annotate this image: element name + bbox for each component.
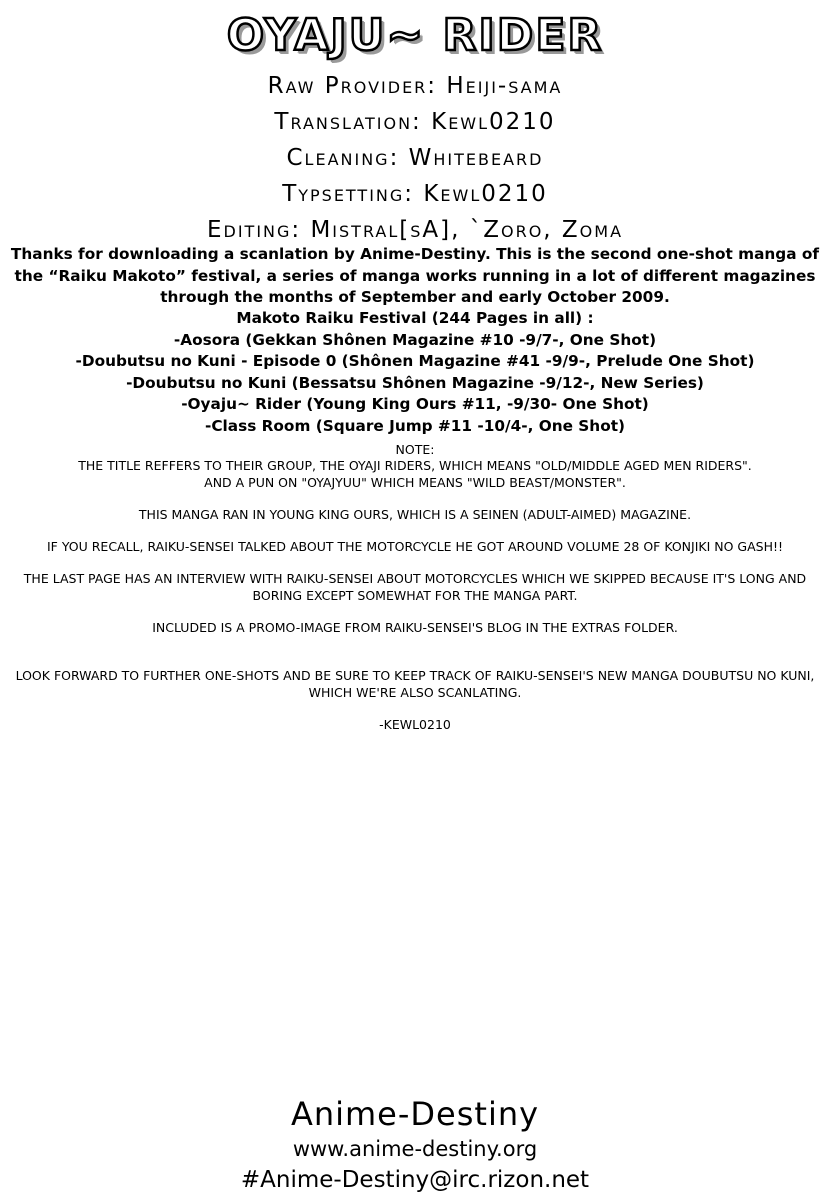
credit-editing: Editing: Mistral[sA], `Zoro, Zoma — [206, 217, 624, 243]
note-signature: -KEWL0210 — [379, 716, 451, 732]
festival-list — [0, 308, 830, 437]
note-look-forward: LOOK FORWARD TO FURTHER ONE-SHOTS AND BE SURE TO KEEP TRACK OF RAIKU-SENSEI'S NEW MANGA DOUBUTSU NO KUNI, WHICH WE'RE ALSO SCANLATING. — [15, 668, 815, 700]
group-website: www.anime-destiny.org — [292, 1137, 538, 1161]
intro-paragraph: Thanks for downloading a scanlation by Anime-Destiny. This is the second one-shot manga of the “Raiku Makoto” festival, a series of manga works running in a lot of different magazines through the months of September and early October 2009. — [10, 245, 820, 306]
credit-cleaning: Cleaning: Whitebeard — [286, 145, 544, 171]
note-title-meaning: THE TITLE REFFERS TO THEIR GROUP, THE OYAJI RIDERS, WHICH MEANS "OLD/MIDDLE AGED MEN RIDERS". — [78, 458, 752, 474]
spacer — [6, 701, 824, 717]
spacer — [6, 555, 824, 571]
festival-item-oyaju-rider: -Oyaju~ Rider (Young King Ours #11, -9/30- One Shot) — [181, 395, 649, 413]
credits-block — [0, 68, 830, 248]
note-promo-image: INCLUDED IS A PROMO-IMAGE FROM RAIKU-SENSEI'S BLOG IN THE EXTRAS FOLDER. — [152, 620, 678, 636]
festival-item-doubutsu-series: -Doubutsu no Kuni (Bessatsu Shônen Magazine -9/12-, New Series) — [126, 373, 704, 392]
credit-raw-provider: Raw Provider: Heiji-sama — [267, 73, 563, 99]
festival-item-doubutsu-episode-0: -Doubutsu no Kuni - Episode 0 (Shônen Magazine #41 -9/9-, Prelude One Shot) — [75, 352, 755, 370]
festival-item-aosora: -Aosora (Gekkan Shônen Magazine #10 -9/7-, One Shot) — [173, 330, 657, 349]
note-interview: THE LAST PAGE HAS AN INTERVIEW WITH RAIKU-SENSEI ABOUT MOTORCYCLES WHICH WE SKIPPED BECAUSE IT'S LONG AND BORING EXCEPT SOMEWHAT FOR THE MANGA PART. — [23, 571, 807, 603]
notes-block — [6, 442, 824, 733]
festival-item-class-room: -Class Room (Square Jump #11 -10/4-, One Shot) — [204, 416, 626, 435]
intro-block — [8, 244, 822, 309]
spacer — [6, 523, 824, 539]
note-title-pun: AND A PUN ON "OYAJYUU" WHICH MEANS "WILD BEAST/MONSTER". — [204, 474, 626, 490]
note-label: NOTE: — [395, 442, 435, 457]
spacer — [6, 604, 824, 620]
spacer — [6, 636, 824, 668]
spacer — [6, 491, 824, 507]
manga-title: OYAJU~ RIDER — [226, 10, 604, 61]
group-footer — [0, 1094, 830, 1196]
festival-heading: Makoto Raiku Festival (244 Pages in all) : — [236, 309, 594, 327]
note-motorcycle: IF YOU RECALL, RAIKU-SENSEI TALKED ABOUT THE MOTORCYCLE HE GOT AROUND VOLUME 28 OF KONJIKI NO GASH!! — [46, 539, 784, 555]
note-seinen: THIS MANGA RAN IN YOUNG KING OURS, WHICH IS A SEINEN (ADULT-AIMED) MAGAZINE. — [138, 506, 692, 522]
group-irc-channel: #Anime-Destiny@irc.rizon.net — [240, 1167, 590, 1193]
group-name: Anime-Destiny — [290, 1095, 540, 1133]
credit-translation: Translation: Kewl0210 — [274, 109, 556, 135]
credit-typesetting: Typsetting: Kewl0210 — [282, 181, 548, 207]
